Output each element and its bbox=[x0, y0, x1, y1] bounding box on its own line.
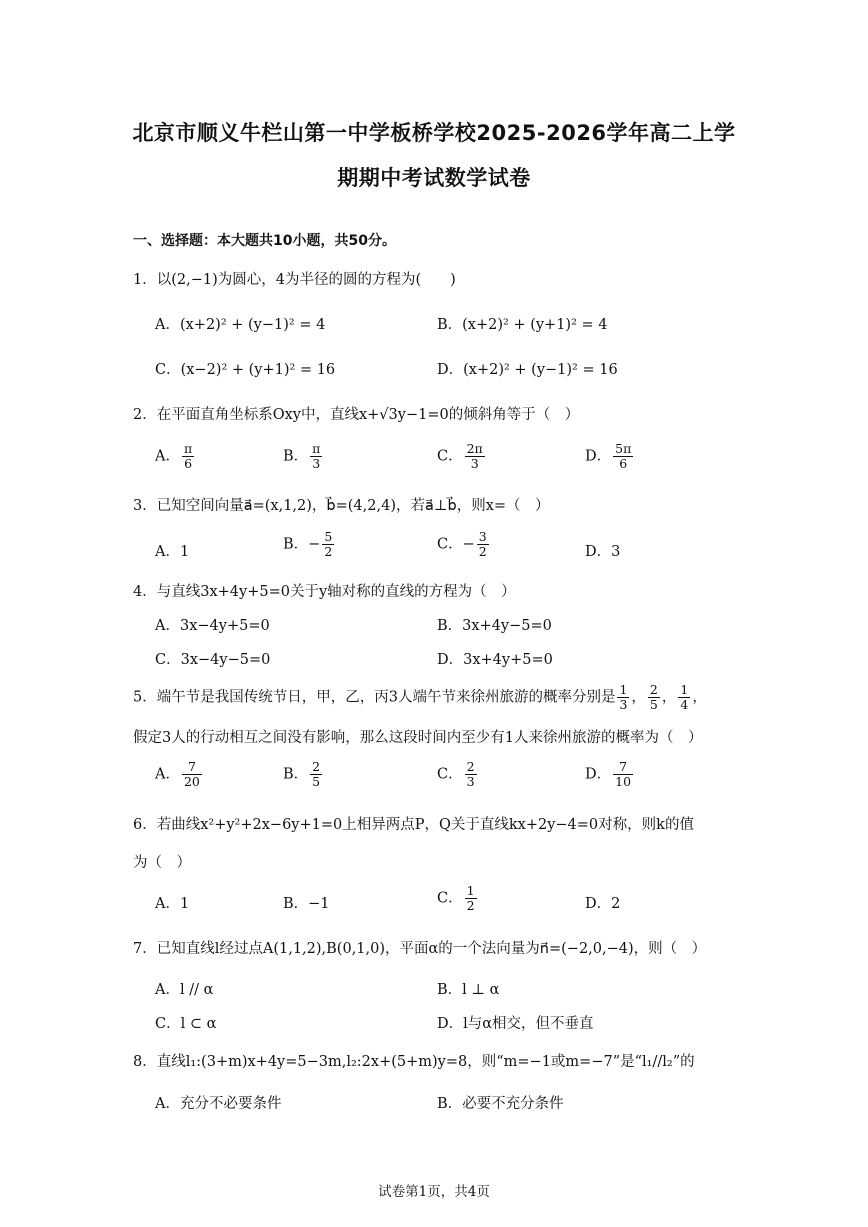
q2-option-d-label: D． bbox=[585, 448, 612, 465]
q5-option-a bbox=[155, 760, 204, 789]
q2-option-c-label: C． bbox=[437, 448, 463, 465]
q5-prob-1-denominator: 3 bbox=[619, 697, 628, 712]
q2-option-c-fraction bbox=[465, 442, 485, 471]
exam-title-line1: 北京市顺义牛栏山第一中学板桥学校2025-2026学年高二上学 bbox=[132, 121, 736, 145]
q5-d-numerator: 7 bbox=[613, 760, 633, 775]
question-8-stem: 8．直线l₁:(3+m)x+4y=5−3m,l₂:2x+(5+m)y=8，则“m=−1或m=−7”是“l₁//l₂”的 bbox=[133, 1054, 695, 1070]
q5-stem-text: 5．端午节是我国传统节日，甲，乙，丙3人端午节来徐州旅游的概率分别是 bbox=[133, 689, 616, 706]
q5-a-denominator: 20 bbox=[183, 774, 200, 789]
q6-option-d: D．2 bbox=[585, 896, 621, 912]
q2-option-d-fraction bbox=[613, 442, 633, 471]
q1-option-b: B．(x+2)² + (y+1)² = 4 bbox=[437, 317, 608, 333]
q6-c-numerator: 1 bbox=[466, 883, 475, 898]
q1-option-a: A．(x+2)² + (y−1)² = 4 bbox=[155, 317, 326, 333]
q3-option-c-fraction bbox=[477, 530, 489, 559]
q2-option-c bbox=[437, 442, 487, 471]
q3-b-denominator: 2 bbox=[324, 544, 333, 559]
q2-a-denominator: 6 bbox=[184, 456, 193, 471]
q2-option-a-fraction bbox=[182, 442, 194, 471]
q2-a-numerator: π bbox=[183, 441, 193, 456]
q2-option-d bbox=[585, 442, 635, 471]
q5-prob-1 bbox=[617, 683, 629, 712]
q6-option-c bbox=[437, 884, 479, 913]
q1-option-d: D．(x+2)² + (y−1)² = 16 bbox=[437, 362, 618, 378]
q5-d-denominator: 10 bbox=[615, 774, 632, 789]
q5-prob-3 bbox=[678, 683, 690, 712]
q5-prob-3-numerator: 1 bbox=[680, 682, 689, 697]
q2-b-numerator: π bbox=[312, 441, 321, 456]
q5-prob-2-numerator: 2 bbox=[649, 682, 658, 697]
question-6-stem-cont: 为（ ） bbox=[133, 855, 191, 871]
q7-option-a: A．l // α bbox=[155, 982, 214, 998]
section-heading: 一、选择题：本大题共10小题，共50分。 bbox=[133, 233, 396, 249]
q3-option-b bbox=[283, 530, 336, 559]
q4-option-d: D．3x+4y+5=0 bbox=[437, 652, 553, 668]
q5-option-c-label: C． bbox=[437, 766, 463, 783]
question-4-stem: 4．与直线3x+4y+5=0关于y轴对称的直线的方程为（ ） bbox=[133, 584, 516, 600]
q7-option-c: C．l ⊂ α bbox=[155, 1016, 217, 1032]
question-2-stem: 2．在平面直角坐标系Oxy中，直线x+√3y−1=0的倾斜角等于（ ） bbox=[133, 407, 580, 423]
question-3-stem: 3．已知空间向量a⃗=(x,1,2)，b⃗=(4,2,4)，若a⃗⊥b⃗，则x=（ ） bbox=[133, 498, 550, 514]
q3-option-d: D．3 bbox=[585, 544, 621, 560]
q7-option-d: D．l与α相交，但不垂直 bbox=[437, 1016, 594, 1032]
q5-prob-1-numerator: 1 bbox=[619, 682, 628, 697]
q5-a-numerator: 7 bbox=[182, 760, 202, 775]
q5-option-c-fraction bbox=[465, 760, 477, 789]
q3-c-denominator: 2 bbox=[478, 544, 487, 559]
q2-option-b-label: B． bbox=[283, 448, 309, 465]
q5-option-d-label: D． bbox=[585, 766, 612, 783]
q6-option-c-label: C． bbox=[437, 890, 463, 907]
q3-option-a: A．1 bbox=[155, 544, 190, 560]
q2-c-numerator: 2π bbox=[466, 441, 483, 456]
q5-prob-2-denominator: 5 bbox=[649, 697, 658, 712]
q5-c-numerator: 2 bbox=[466, 759, 475, 774]
q7-option-b: B．l ⊥ α bbox=[437, 982, 500, 998]
q8-option-a: A．充分不必要条件 bbox=[155, 1096, 282, 1112]
q4-option-c: C．3x−4y−5=0 bbox=[155, 652, 271, 668]
q5-option-d bbox=[585, 760, 635, 789]
q3-b-numerator: 5 bbox=[324, 529, 333, 544]
q1-option-c: C．(x−2)² + (y+1)² = 16 bbox=[155, 362, 336, 378]
q6-option-c-fraction bbox=[465, 884, 477, 913]
q3-option-b-fraction bbox=[322, 530, 334, 559]
q5-b-denominator: 5 bbox=[312, 774, 321, 789]
question-7-stem: 7．已知直线l经过点A(1,1,2),B(0,1,0)，平面α的一个法向量为n⃗=(−2,0,−4)，则（ ） bbox=[133, 941, 707, 957]
q3-c-numerator: 3 bbox=[478, 529, 487, 544]
q5-option-b-label: B． bbox=[283, 766, 309, 783]
question-6-stem: 6．若曲线x²+y²+2x−6y+1=0上相异两点P，Q关于直线kx+2y−4=0对称，则k的值 bbox=[133, 817, 694, 833]
exam-title-line2: 期期中考试数学试卷 bbox=[337, 166, 531, 190]
q6-option-b: B．−1 bbox=[283, 896, 330, 912]
q2-option-a-label: A． bbox=[155, 448, 180, 465]
q5-option-d-fraction bbox=[613, 760, 633, 789]
q2-option-b-fraction bbox=[310, 442, 322, 471]
q5-option-c bbox=[437, 760, 479, 789]
q6-option-a: A．1 bbox=[155, 896, 190, 912]
q5-option-b-fraction bbox=[310, 760, 322, 789]
question-5-stem-cont: 假定3人的行动相互之间没有影响，那么这段时间内至少有1人来徐州旅游的概率为（ ） bbox=[133, 730, 703, 746]
q3-option-b-label: B．− bbox=[283, 536, 321, 553]
q5-option-a-fraction bbox=[182, 760, 202, 789]
q5-option-b bbox=[283, 760, 324, 789]
question-5-stem: 5．端午节是我国传统节日，甲，乙，丙3人端午节来徐州旅游的概率分别是 $\frac{1}{3}$ ， $\frac{2}{5}$ ， $\frac{1}{4}$ ， bbox=[133, 682, 707, 712]
q4-option-a: A．3x−4y+5=0 bbox=[155, 618, 270, 634]
question-1-stem: 1．以(2,−1)为圆心，4为半径的圆的方程为( ) bbox=[133, 272, 456, 288]
q5-c-denominator: 3 bbox=[466, 774, 475, 789]
q2-option-a bbox=[155, 442, 196, 471]
q5-option-a-label: A． bbox=[155, 766, 180, 783]
q2-option-b bbox=[283, 442, 324, 471]
q4-option-b: B．3x+4y−5=0 bbox=[437, 618, 552, 634]
q3-option-c bbox=[437, 530, 491, 559]
q3-option-c-label: C．− bbox=[437, 536, 475, 553]
q2-b-denominator: 3 bbox=[312, 456, 321, 471]
page-footer: 试卷第1页，共4页 bbox=[378, 1184, 490, 1200]
q8-option-b: B．必要不充分条件 bbox=[437, 1096, 564, 1112]
q2-c-denominator: 3 bbox=[470, 456, 479, 471]
q2-d-denominator: 6 bbox=[619, 456, 628, 471]
q5-prob-2 bbox=[648, 683, 660, 712]
q5-b-numerator: 2 bbox=[312, 759, 321, 774]
q5-prob-3-denominator: 4 bbox=[680, 697, 689, 712]
q2-d-numerator: 5π bbox=[615, 441, 632, 456]
q6-c-denominator: 2 bbox=[466, 898, 475, 913]
